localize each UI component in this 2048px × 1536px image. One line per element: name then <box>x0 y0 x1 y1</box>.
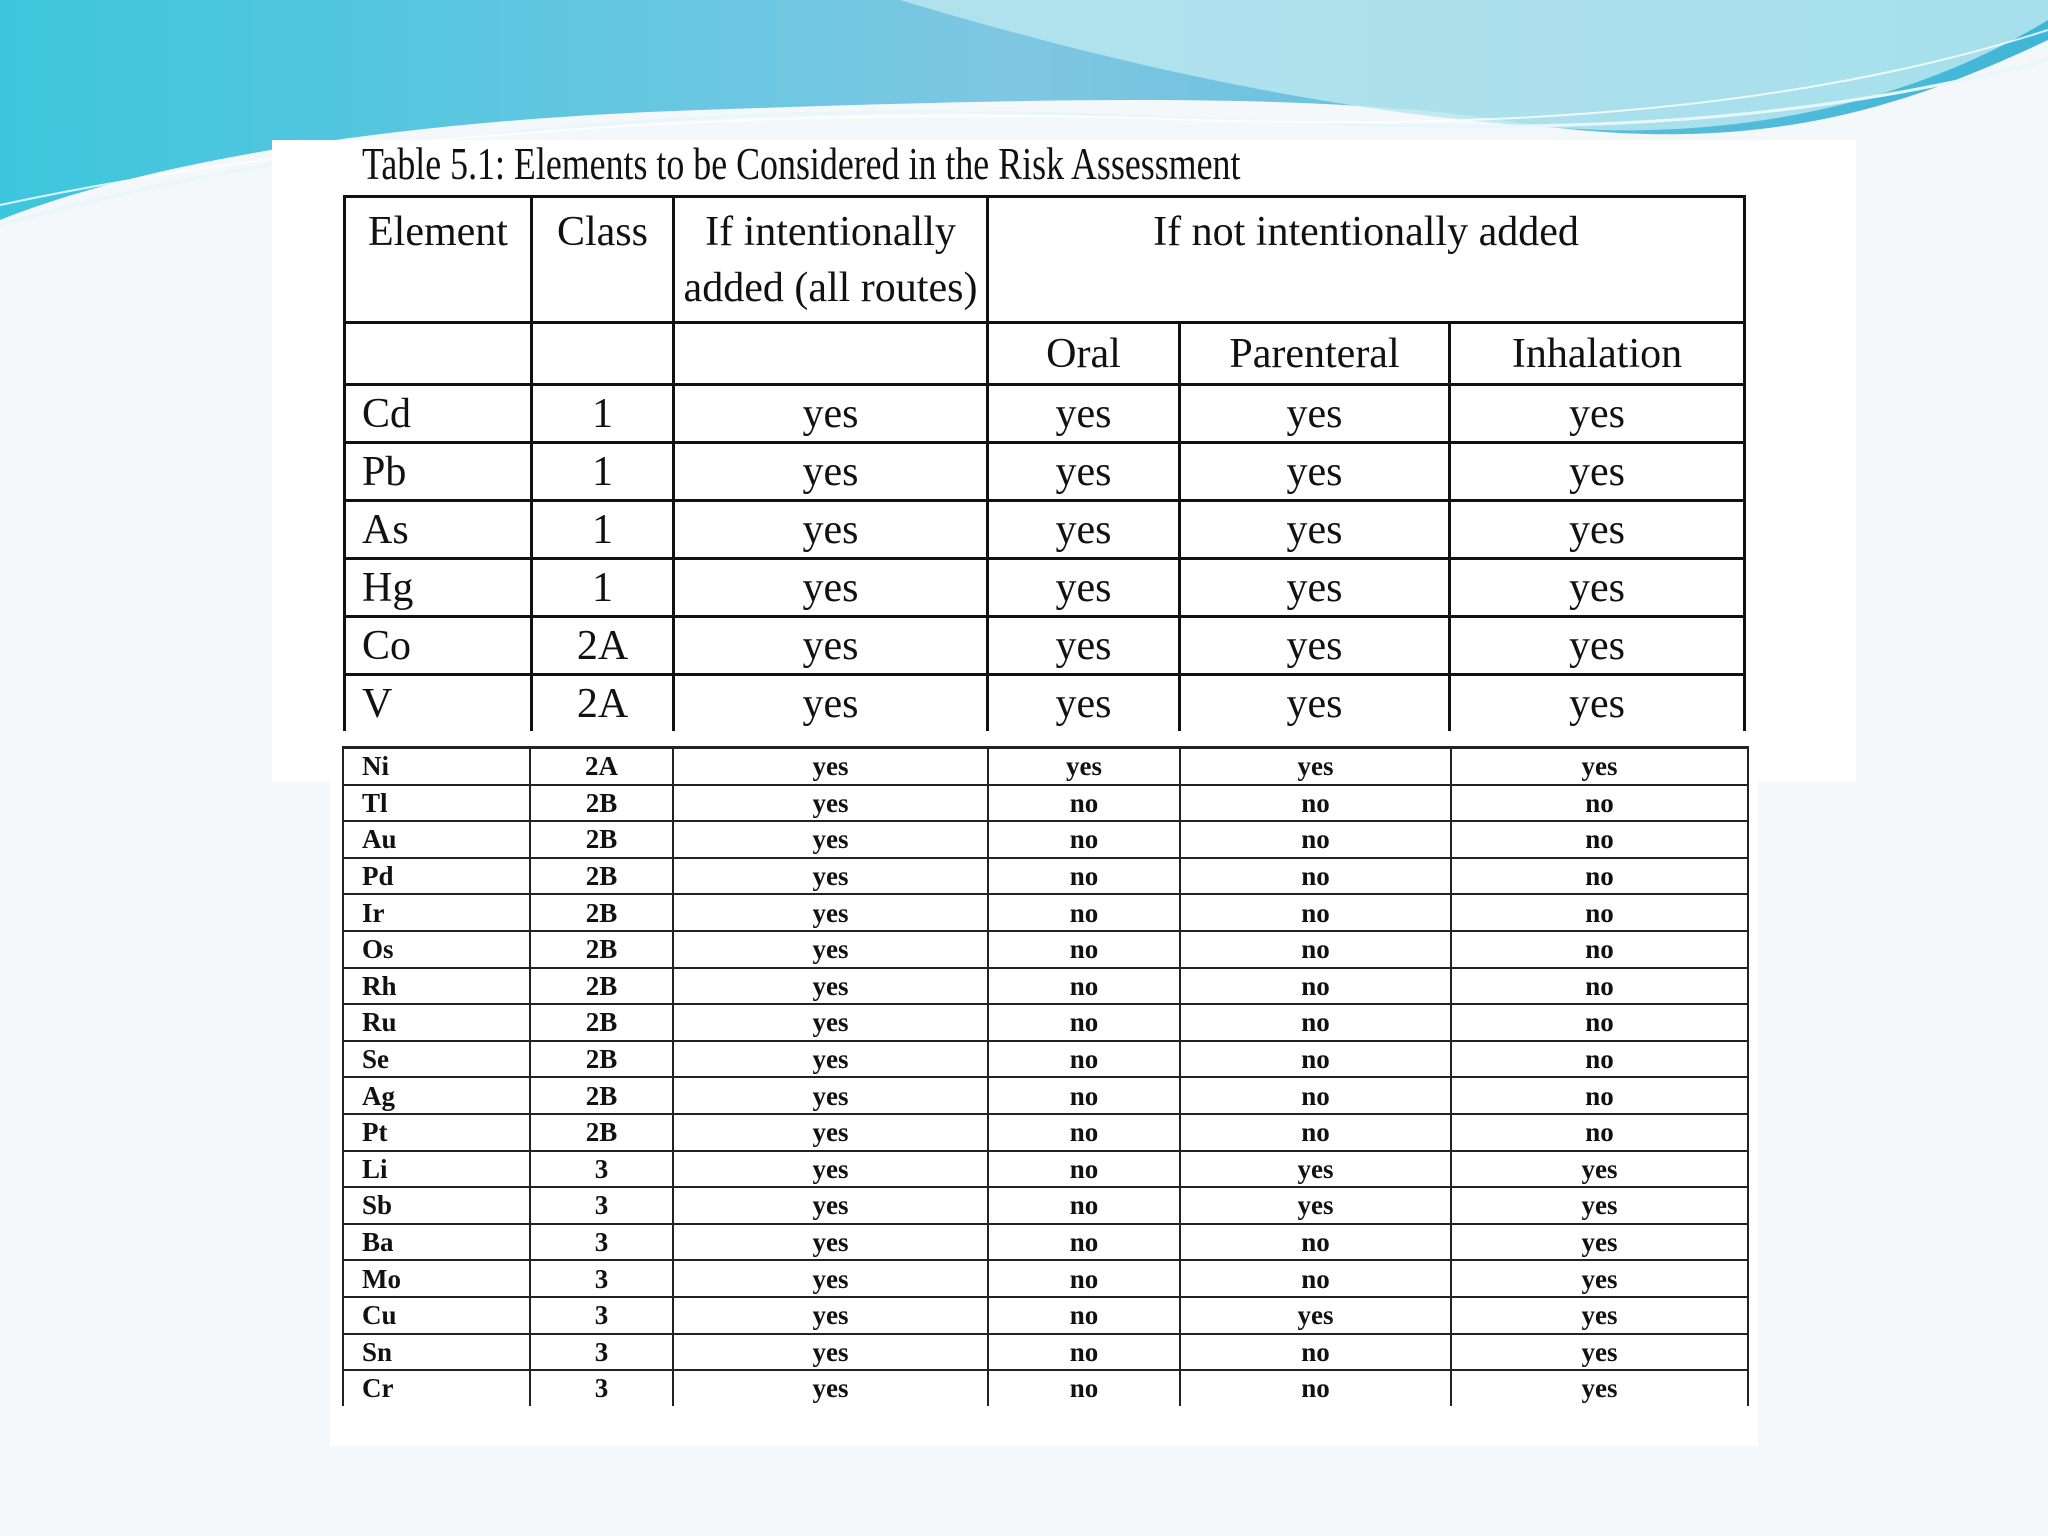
cell-oral: no <box>988 894 1180 931</box>
cell-class: 2B <box>530 821 673 858</box>
cell-parenteral: no <box>1180 931 1451 968</box>
cell-inhalation: no <box>1451 821 1748 858</box>
cell-class: 2B <box>530 1041 673 1078</box>
cell-parenteral: no <box>1180 1334 1451 1371</box>
cell-inhalation: yes <box>1451 1151 1748 1188</box>
cell-oral: yes <box>988 385 1180 443</box>
cell-oral: no <box>988 785 1180 822</box>
table-row <box>345 617 1745 675</box>
cell-element: Ag <box>343 1077 530 1114</box>
table-row <box>343 785 1748 822</box>
header-oral: Oral <box>988 323 1180 385</box>
cell-inhalation: yes <box>1450 443 1745 501</box>
cell-intentional: yes <box>673 1260 988 1297</box>
cell-inhalation: yes <box>1451 1260 1748 1297</box>
cell-oral: no <box>988 1151 1180 1188</box>
cell-oral: no <box>988 1041 1180 1078</box>
cell-intentional: yes <box>673 1114 988 1151</box>
cell-intentional: yes <box>673 1077 988 1114</box>
cell-element: Tl <box>343 785 530 822</box>
cell-oral: no <box>988 1187 1180 1224</box>
cell-intentional: yes <box>673 968 988 1005</box>
cell-inhalation: yes <box>1450 559 1745 617</box>
cell-element: Cu <box>343 1297 530 1334</box>
cell-element: Ba <box>343 1224 530 1261</box>
cell-intentional: yes <box>673 1334 988 1371</box>
cell-class: 3 <box>530 1297 673 1334</box>
cell-class: 3 <box>530 1151 673 1188</box>
cell-parenteral: no <box>1180 1370 1451 1406</box>
table-row <box>343 1151 1748 1188</box>
cell-element: Se <box>343 1041 530 1078</box>
cell-intentional: yes <box>673 1187 988 1224</box>
cell-element: As <box>345 501 532 559</box>
cell-oral: no <box>988 1334 1180 1371</box>
cell-parenteral: yes <box>1180 385 1450 443</box>
cell-element: Cr <box>343 1370 530 1406</box>
header-class: Class <box>532 197 674 323</box>
cell-element: Rh <box>343 968 530 1005</box>
cell-oral: no <box>988 1224 1180 1261</box>
cell-oral: no <box>988 821 1180 858</box>
cell-element: Pt <box>343 1114 530 1151</box>
subheader-blank <box>674 323 988 385</box>
cell-intentional: yes <box>673 1224 988 1261</box>
cell-element: V <box>345 675 532 732</box>
cell-parenteral: yes <box>1180 748 1451 785</box>
cell-oral: no <box>988 1077 1180 1114</box>
cell-inhalation: no <box>1451 785 1748 822</box>
header-intentional-line1: If intentionally <box>705 209 956 255</box>
subheader-blank <box>532 323 674 385</box>
cell-inhalation: yes <box>1451 1370 1748 1406</box>
cell-intentional: yes <box>674 385 988 443</box>
cell-element: Sn <box>343 1334 530 1371</box>
cell-parenteral: no <box>1180 1260 1451 1297</box>
cell-class: 2B <box>530 1077 673 1114</box>
table-row <box>345 675 1745 732</box>
cell-class: 1 <box>532 559 674 617</box>
cell-element: Cd <box>345 385 532 443</box>
cell-inhalation: yes <box>1451 1297 1748 1334</box>
cell-inhalation: no <box>1451 1004 1748 1041</box>
cell-parenteral: yes <box>1180 675 1450 732</box>
cell-element: Mo <box>343 1260 530 1297</box>
cell-parenteral: yes <box>1180 1187 1451 1224</box>
table-row <box>343 821 1748 858</box>
cell-oral: no <box>988 1004 1180 1041</box>
cell-intentional: yes <box>673 748 988 785</box>
cell-parenteral: no <box>1180 1041 1451 1078</box>
table-row <box>343 858 1748 895</box>
cell-element: Pd <box>343 858 530 895</box>
cell-inhalation: yes <box>1450 501 1745 559</box>
cell-element: Au <box>343 821 530 858</box>
cell-intentional: yes <box>673 931 988 968</box>
cell-intentional: yes <box>673 1297 988 1334</box>
table-row <box>345 501 1745 559</box>
cell-class: 2B <box>530 968 673 1005</box>
header-parenteral: Parenteral <box>1180 323 1450 385</box>
table-row <box>343 1114 1748 1151</box>
table-row <box>343 1260 1748 1297</box>
cell-parenteral: no <box>1180 858 1451 895</box>
header-inhalation: Inhalation <box>1450 323 1745 385</box>
cell-class: 1 <box>532 385 674 443</box>
cell-parenteral: no <box>1180 1077 1451 1114</box>
cell-parenteral: yes <box>1180 559 1450 617</box>
table-row <box>343 894 1748 931</box>
cell-parenteral: no <box>1180 1004 1451 1041</box>
cell-parenteral: yes <box>1180 1151 1451 1188</box>
cell-class: 2B <box>530 1004 673 1041</box>
cell-inhalation: no <box>1451 894 1748 931</box>
cell-intentional: yes <box>674 675 988 732</box>
cell-oral: no <box>988 931 1180 968</box>
cell-class: 2B <box>530 931 673 968</box>
cell-class: 2B <box>530 785 673 822</box>
cell-inhalation: no <box>1451 1077 1748 1114</box>
cell-intentional: yes <box>673 894 988 931</box>
table-row <box>343 931 1748 968</box>
header-row <box>345 197 1745 323</box>
cell-class: 2B <box>530 894 673 931</box>
table-row <box>343 1187 1748 1224</box>
elements-table-top <box>343 195 1746 731</box>
table-row <box>343 748 1748 785</box>
cell-inhalation: no <box>1451 968 1748 1005</box>
cell-parenteral: no <box>1180 785 1451 822</box>
subheader-blank <box>345 323 532 385</box>
cell-parenteral: yes <box>1180 617 1450 675</box>
cell-class: 3 <box>530 1334 673 1371</box>
cell-class: 3 <box>530 1370 673 1406</box>
cell-class: 3 <box>530 1224 673 1261</box>
header-not-intentional: If not intentionally added <box>988 197 1745 323</box>
table-row <box>343 1370 1748 1406</box>
cell-intentional: yes <box>674 617 988 675</box>
cell-element: Os <box>343 931 530 968</box>
cell-inhalation: no <box>1451 1041 1748 1078</box>
cell-element: Ir <box>343 894 530 931</box>
table-row <box>343 1004 1748 1041</box>
cell-intentional: yes <box>673 858 988 895</box>
cell-oral: no <box>988 1370 1180 1406</box>
cell-intentional: yes <box>674 443 988 501</box>
cell-oral: yes <box>988 443 1180 501</box>
cell-intentional: yes <box>674 501 988 559</box>
cell-parenteral: no <box>1180 968 1451 1005</box>
cell-parenteral: yes <box>1180 1297 1451 1334</box>
cell-element: Pb <box>345 443 532 501</box>
cell-parenteral: no <box>1180 1114 1451 1151</box>
cell-intentional: yes <box>673 1041 988 1078</box>
cell-intentional: yes <box>673 1151 988 1188</box>
cell-oral: yes <box>988 617 1180 675</box>
cell-oral: no <box>988 858 1180 895</box>
table-row <box>343 1334 1748 1371</box>
table-row <box>343 1297 1748 1334</box>
cell-class: 1 <box>532 501 674 559</box>
cell-class: 2A <box>532 617 674 675</box>
cell-class: 3 <box>530 1187 673 1224</box>
cell-inhalation: no <box>1451 931 1748 968</box>
cell-parenteral: yes <box>1180 501 1450 559</box>
table-row <box>345 559 1745 617</box>
cell-oral: yes <box>988 501 1180 559</box>
cell-inhalation: yes <box>1450 385 1745 443</box>
cell-class: 2B <box>530 1114 673 1151</box>
cell-element: Sb <box>343 1187 530 1224</box>
table-row <box>343 1041 1748 1078</box>
cell-parenteral: yes <box>1180 443 1450 501</box>
cell-oral: yes <box>988 559 1180 617</box>
cell-intentional: yes <box>673 1004 988 1041</box>
table-row <box>343 1224 1748 1261</box>
cell-parenteral: no <box>1180 894 1451 931</box>
cell-inhalation: yes <box>1451 1334 1748 1371</box>
cell-class: 2A <box>530 748 673 785</box>
cell-inhalation: no <box>1451 1114 1748 1151</box>
cell-inhalation: yes <box>1450 617 1745 675</box>
cell-element: Li <box>343 1151 530 1188</box>
cell-element: Hg <box>345 559 532 617</box>
subheader-row <box>345 323 1745 385</box>
table-title: Table 5.1: Elements to be Considered in the Risk Assessment <box>362 138 1241 189</box>
cell-oral: no <box>988 968 1180 1005</box>
cell-inhalation: yes <box>1450 675 1745 732</box>
table-row <box>345 443 1745 501</box>
cell-oral: no <box>988 1297 1180 1334</box>
cell-parenteral: no <box>1180 1224 1451 1261</box>
cell-inhalation: yes <box>1451 1224 1748 1261</box>
cell-class: 1 <box>532 443 674 501</box>
cell-oral: no <box>988 1114 1180 1151</box>
cell-class: 3 <box>530 1260 673 1297</box>
cell-intentional: yes <box>673 785 988 822</box>
cell-inhalation: no <box>1451 858 1748 895</box>
cell-element: Ru <box>343 1004 530 1041</box>
header-element: Element <box>345 197 532 323</box>
cell-oral: yes <box>988 675 1180 732</box>
table-row <box>343 1077 1748 1114</box>
cell-class: 2B <box>530 858 673 895</box>
table-row <box>343 968 1748 1005</box>
cell-inhalation: yes <box>1451 748 1748 785</box>
cell-oral: yes <box>988 748 1180 785</box>
header-intentional-line2: added (all routes) <box>683 265 978 311</box>
cell-inhalation: yes <box>1451 1187 1748 1224</box>
cell-intentional: yes <box>674 559 988 617</box>
cell-class: 2A <box>532 675 674 732</box>
cell-oral: no <box>988 1260 1180 1297</box>
cell-parenteral: no <box>1180 821 1451 858</box>
cell-element: Co <box>345 617 532 675</box>
table-row <box>345 385 1745 443</box>
cell-element: Ni <box>343 748 530 785</box>
header-intentional <box>674 197 988 323</box>
elements-table-bottom <box>342 746 1749 1406</box>
cell-intentional: yes <box>673 1370 988 1406</box>
cell-intentional: yes <box>673 821 988 858</box>
